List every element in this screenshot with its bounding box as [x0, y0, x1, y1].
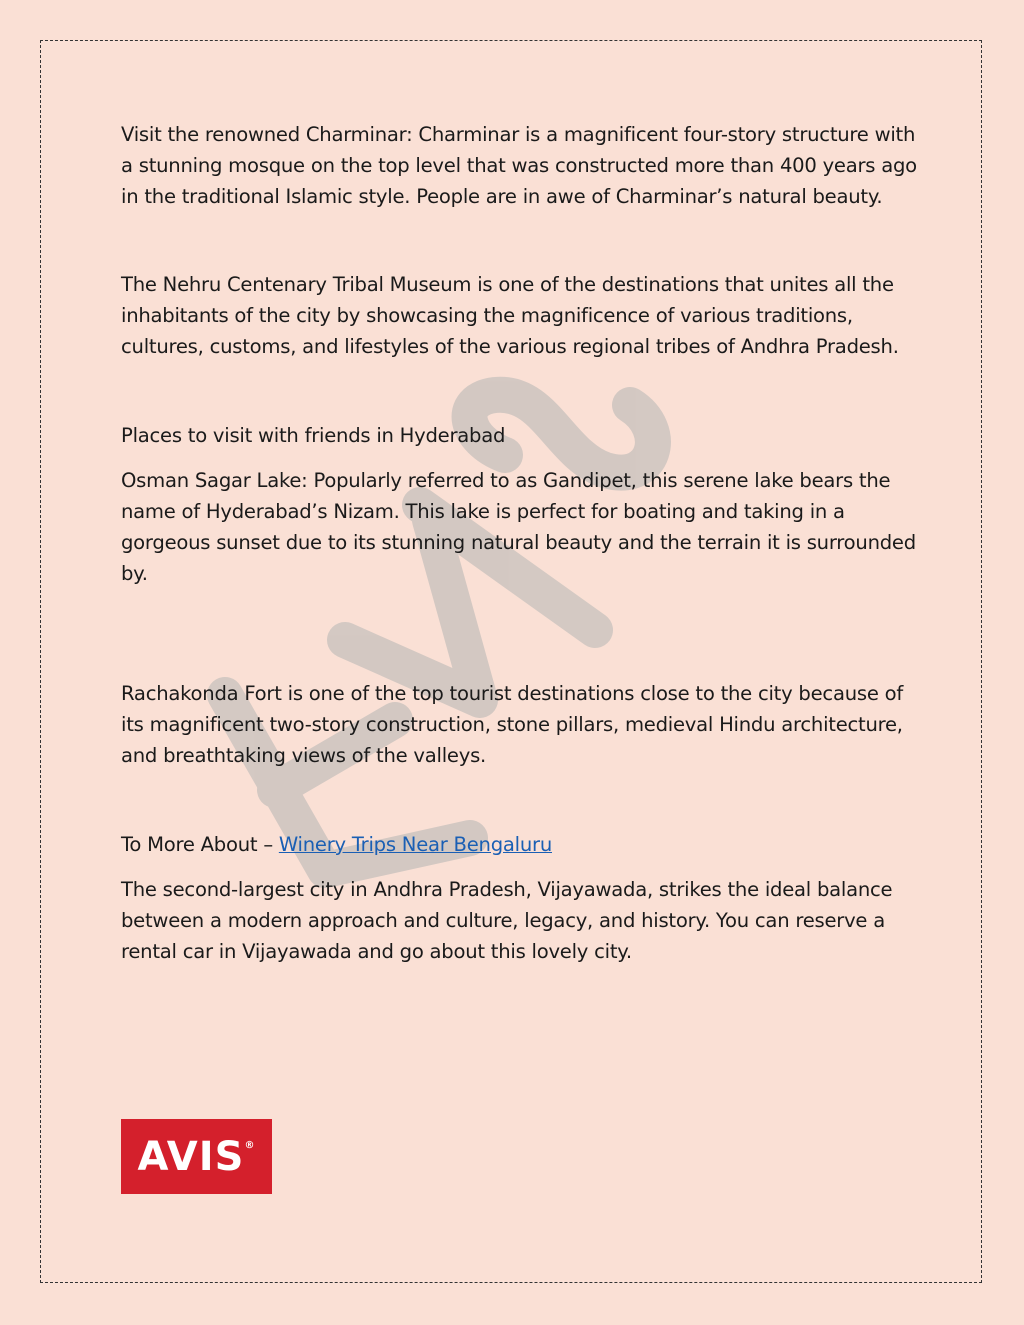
more-about-prefix: To More About – — [121, 833, 279, 856]
paragraph-charminar: Visit the renowned Charminar: Charminar is a magnificent four-story structure with a stunning mosque on the top level that was constructed more than 400 years ago in the traditional Islamic style. People are in awe of Charminar’s natural beauty. — [121, 123, 917, 208]
winery-trips-link[interactable]: Winery Trips Near Bengaluru — [278, 833, 552, 856]
avis-logo — [121, 1119, 272, 1194]
paragraph-tribal-museum: The Nehru Centenary Tribal Museum is one of the destinations that unites all the inhabitants of the city by showcasing the magnificence of various traditions, cultures, customs, and lifestyles of the various regional tribes of Andhra Pradesh. — [121, 273, 899, 358]
section-heading-friends: Places to visit with friends in Hyderabad — [121, 424, 506, 447]
article-body — [121, 119, 921, 967]
more-about-line — [121, 829, 921, 860]
paragraph-vijayawada: The second-largest city in Andhra Pradesh, Vijayawada, strikes the ideal balance between a modern approach and culture, legacy, and history. You can reserve a rental car in Vijayawada and go about this lovely city. — [121, 878, 893, 963]
registered-mark: ® — [244, 1139, 256, 1151]
paragraph-osman-sagar: Osman Sagar Lake: Popularly referred to as Gandipet, this serene lake bears the name of Hyderabad’s Nizam. This lake is perfect for boating and taking in a gorgeous sunset due to its stunning natural beauty and the terrain it is surrounded by. — [121, 469, 916, 585]
avis-logo-text: AVIS® — [137, 1133, 256, 1180]
paragraph-rachakonda: Rachakonda Fort is one of the top tourist destinations close to the city because of its magnificent two-story construction, stone pillars, medieval Hindu architecture, and breathtaking views of the valleys. — [121, 682, 903, 767]
